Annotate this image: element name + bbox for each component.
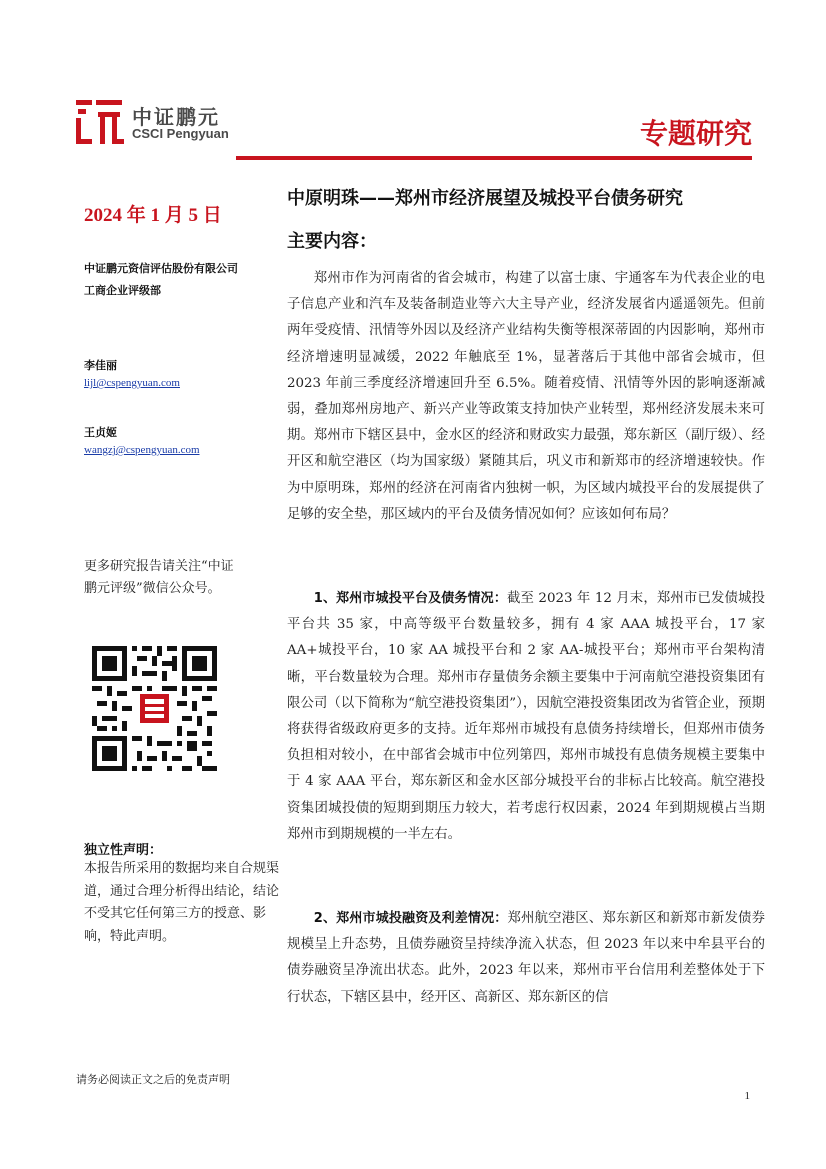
declaration-body: 本报告所采用的数据均来自合规渠道，通过合理分析得出结论，结论不受其它任何第三方的授意、影响，特此声明。 bbox=[84, 861, 280, 944]
department-name: 工商企业评级部 bbox=[84, 284, 161, 297]
company-logo bbox=[76, 98, 236, 148]
financing-section-body: 郑州航空港区、郑东新区和新郑市新发债券规模呈上升态势，且债券融资呈持续净流入状态，但 2023 年以来中牟县平台的债券融资呈净流出状态。此外，2023 年以来，郑州市平台信用利差整体处于下行状态，下辖区县中，经开区、高新区、郑东新区的信 bbox=[287, 911, 766, 1005]
page-number: 1 bbox=[744, 1090, 750, 1102]
qr-code-icon bbox=[92, 646, 217, 771]
debt-section-heading: 1、郑州市城投平台及债务情况： bbox=[313, 591, 507, 606]
intro-paragraph: 郑州市作为河南省的省会城市，构建了以富士康、宇通客车为代表企业的电子信息产业和汽车及装备制造业等六大主导产业，经济发展省内遥遥领先。但前两年受疫情、汛情等外因以及经济产业结构失衡等根深蒂固的内因影响，郑州市经济增速明显减缓，2022 年触底至 1%，显著落后于其他中部省会城市，但 2023 年前三季度经济增速回升至 6.5%。随着疫情、汛情等外因的影响逐渐减弱，叠加郑州房地产、新兴产业等政策支持加快产业转型，郑州经济发展未来可期。郑州市下辖区县中，金水区的经济和财政实力最强，郑东新区（副厅级）、经开区和航空港区（均为国家级）紧随其后，巩义市和新郑市的经济增速较快。作为中原明珠，郑州的经济在河南省内独树一帜，为区域内城投平台的发展提供了足够的安全垫，那区域内的平台及债务情况如何？应该如何布局？ bbox=[287, 271, 765, 522]
author-name: 李佳丽 bbox=[84, 359, 117, 372]
financing-section-paragraph bbox=[287, 906, 765, 1011]
logo-text-en: CSCI Pengyuan bbox=[132, 126, 229, 141]
author-email-link[interactable]: lijl@cspengyuan.com bbox=[84, 377, 180, 389]
debt-section-paragraph bbox=[287, 586, 765, 848]
declaration-title: 独立性声明： bbox=[84, 843, 163, 858]
header-divider bbox=[236, 156, 752, 160]
report-title: 中原明珠——郑州市经济展望及城投平台债务研究 bbox=[287, 188, 683, 209]
follow-wechat-note: 更多研究报告请关注“中证鹏元评级”微信公众号。 bbox=[84, 559, 234, 596]
logo-text-cn: 中证鹏元 bbox=[132, 105, 220, 129]
author-name: 王贞姬 bbox=[84, 426, 117, 439]
report-date: 2024 年 1 月 5 日 bbox=[84, 205, 222, 226]
organization-name: 中证鹏元资信评估股份有限公司 bbox=[84, 262, 238, 275]
document-type-label: 专题研究 bbox=[639, 117, 752, 150]
debt-section-body: 截至 2023 年 12 月末，郑州市已发债城投平台共 35 家，中高等级平台数量较多，拥有 4 家 AAA 城投平台，17 家 AA+城投平台，10 家 AA 城投平台和 2 家 AA-城投平台；郑州市平台架构清晰，平台数量较为合理。郑州市存量债务余额主要集中于河南航空港投资集团有限公司（以下简称为“航空港投资集团”），因航空港投资集团改为省管企业，预期将获得省级政府更多的支持。近年郑州市城投有息债务持续增长，但郑州市债务负担相对较小，在中部省会城市中位列第四，郑州市城投有息债务规模主要集中于 4 家 AAA 平台，郑东新区和金水区部分城投平台的非标占比较高。航空港投资集团城投债的短期到期压力较大，若考虑行权因素，2024 年到期规模占当期郑州市到期规模的一半左右。 bbox=[287, 591, 765, 842]
logo-mark-icon bbox=[76, 98, 124, 146]
organization bbox=[84, 258, 238, 302]
disclaimer-note: 请务必阅读正文之后的免责声明 bbox=[76, 1073, 230, 1086]
section-heading: 主要内容： bbox=[287, 231, 377, 252]
author-email-link[interactable]: wangzj@cspengyuan.com bbox=[84, 444, 200, 456]
financing-section-heading: 2、郑州市城投融资及利差情况： bbox=[313, 911, 508, 926]
